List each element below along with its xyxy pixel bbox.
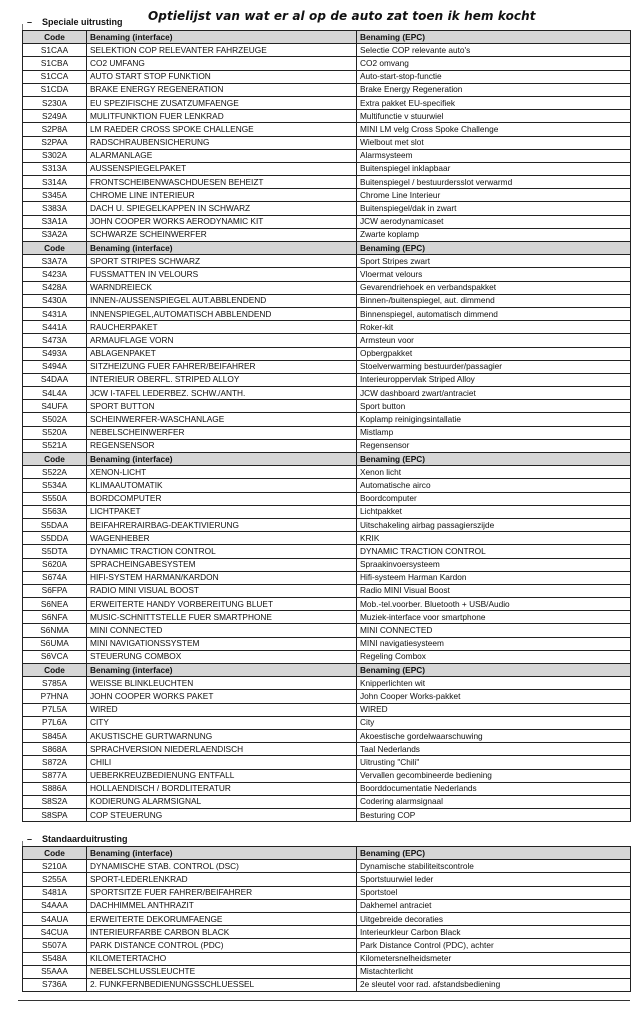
option-code: S210A — [23, 860, 87, 873]
option-code: S1CCA — [23, 70, 87, 83]
option-epc-name: Mob.-tel.voorber. Bluetooth + USB/Audio — [357, 598, 631, 611]
table-row — [23, 176, 631, 189]
option-epc-name: Buitenspiegel / bestuurdersslot verwarmd — [357, 176, 631, 189]
option-epc-name: Dakhemel antraciet — [357, 899, 631, 912]
option-epc-name: Uitrusting "Chili" — [357, 756, 631, 769]
option-code: S1CBA — [23, 57, 87, 70]
table-row — [23, 756, 631, 769]
option-interface-name: CHILI — [87, 756, 357, 769]
option-interface-name: ERWEITERTE DEKORUMFAENGE — [87, 912, 357, 925]
option-interface-name: NEBELSCHEINWERFER — [87, 426, 357, 439]
option-code: S255A — [23, 873, 87, 886]
option-interface-name: SPRACHEINGABESYSTEM — [87, 558, 357, 571]
option-code: S674A — [23, 571, 87, 584]
option-epc-name: Selectie COP relevante auto's — [357, 44, 631, 57]
option-epc-name: Boordcomputer — [357, 492, 631, 505]
table-row — [23, 360, 631, 373]
option-epc-name: Taal Nederlands — [357, 743, 631, 756]
option-epc-name: Akoestische gordelwaarschuwing — [357, 729, 631, 742]
option-epc-name: Knipperlichten wit — [357, 677, 631, 690]
option-code: S548A — [23, 952, 87, 965]
option-interface-name: RAUCHERPAKET — [87, 321, 357, 334]
option-interface-name: INTERIEURFARBE CARBON BLACK — [87, 926, 357, 939]
option-code: S6NFA — [23, 611, 87, 624]
bottom-rule — [18, 1000, 630, 1001]
table-row — [23, 136, 631, 149]
table-row — [23, 123, 631, 136]
option-interface-name: LICHTPAKET — [87, 505, 357, 518]
option-code: S4AAA — [23, 899, 87, 912]
option-epc-name: Boorddocumentatie Nederlands — [357, 782, 631, 795]
table-row — [23, 162, 631, 175]
option-interface-name: COP STEUERUNG — [87, 809, 357, 822]
option-epc-name: Opbergpakket — [357, 347, 631, 360]
option-epc-name: Automatische airco — [357, 479, 631, 492]
option-epc-name: Binnen-/buitenspiegel, aut. dimmend — [357, 294, 631, 307]
option-interface-name: HIFI-SYSTEM HARMAN/KARDON — [87, 571, 357, 584]
option-code: S423A — [23, 268, 87, 281]
header-code: Code — [23, 664, 87, 677]
option-epc-name: CO2 omvang — [357, 57, 631, 70]
option-epc-name: Kilometersnelheidsmeter — [357, 952, 631, 965]
table-row — [23, 598, 631, 611]
table-row — [23, 795, 631, 808]
option-epc-name: Muziek-interface voor smartphone — [357, 611, 631, 624]
table-row — [23, 939, 631, 952]
table-row — [23, 650, 631, 663]
option-epc-name: Binnenspiegel, automatisch dimmend — [357, 307, 631, 320]
option-code: S4CUA — [23, 926, 87, 939]
option-code: P7HNA — [23, 690, 87, 703]
option-interface-name: MUSIC-SCHNITTSTELLE FUER SMARTPHONE — [87, 611, 357, 624]
option-interface-name: SCHWARZE SCHEINWERFER — [87, 228, 357, 241]
option-epc-name: Uitgebreide decoraties — [357, 912, 631, 925]
special-equipment-table — [22, 30, 631, 822]
option-code: S4UFA — [23, 400, 87, 413]
option-interface-name: WAGENHEBER — [87, 532, 357, 545]
table-row — [23, 965, 631, 978]
table-row — [23, 716, 631, 729]
option-interface-name: ABLAGENPAKET — [87, 347, 357, 360]
option-code: S521A — [23, 439, 87, 452]
option-code: S345A — [23, 189, 87, 202]
option-interface-name: SPRACHVERSION NIEDERLAENDISCH — [87, 743, 357, 756]
option-interface-name: WARNDREIECK — [87, 281, 357, 294]
option-interface-name: AUSSENSPIEGELPAKET — [87, 162, 357, 175]
option-code: S877A — [23, 769, 87, 782]
header-code: Code — [23, 242, 87, 255]
header-epc-name: Benaming (EPC) — [357, 847, 631, 860]
table-row — [23, 44, 631, 57]
option-interface-name: INNENSPIEGEL,AUTOMATISCH ABBLENDEND — [87, 307, 357, 320]
option-interface-name: UEBERKREUZBEDIENUNG ENTFALL — [87, 769, 357, 782]
option-interface-name: AKUSTISCHE GURTWARNUNG — [87, 729, 357, 742]
table-header-row — [23, 31, 631, 44]
option-epc-name: 2e sleutel voor rad. afstandsbediening — [357, 978, 631, 991]
option-interface-name: CO2 UMFANG — [87, 57, 357, 70]
option-epc-name: Besturing COP — [357, 809, 631, 822]
option-interface-name: AUTO START STOP FUNKTION — [87, 70, 357, 83]
table-row — [23, 743, 631, 756]
header-epc-name: Benaming (EPC) — [357, 242, 631, 255]
option-interface-name: DACHHIMMEL ANTHRAZIT — [87, 899, 357, 912]
option-interface-name: JCW I-TAFEL LEDERBEZ. SCHW./ANTH. — [87, 387, 357, 400]
option-code: S441A — [23, 321, 87, 334]
table-row — [23, 860, 631, 873]
option-interface-name: KILOMETERTACHO — [87, 952, 357, 965]
option-interface-name: FUSSMATTEN IN VELOURS — [87, 268, 357, 281]
option-epc-name: Stoelverwarming bestuurder/passagier — [357, 360, 631, 373]
option-epc-name: Codering alarmsignaal — [357, 795, 631, 808]
option-code: S868A — [23, 743, 87, 756]
table-row — [23, 677, 631, 690]
option-code: S383A — [23, 202, 87, 215]
option-code: S5DDA — [23, 532, 87, 545]
option-interface-name: 2. FUNKFERNBEDIENUNGSSCHLUESSEL — [87, 978, 357, 991]
option-code: S430A — [23, 294, 87, 307]
option-epc-name: Hifi-systeem Harman Kardon — [357, 571, 631, 584]
option-code: S3A7A — [23, 255, 87, 268]
option-code: S6UMA — [23, 637, 87, 650]
option-interface-name: ARMAUFLAGE VORN — [87, 334, 357, 347]
table-header-row — [23, 242, 631, 255]
option-interface-name: BRAKE ENERGY REGENERATION — [87, 83, 357, 96]
option-epc-name: Interieuroppervlak Striped Alloy — [357, 373, 631, 386]
option-code: S431A — [23, 307, 87, 320]
option-interface-name: EU SPEZIFISCHE ZUSATZUMFAENGE — [87, 96, 357, 109]
option-code: S6VCA — [23, 650, 87, 663]
option-code: S845A — [23, 729, 87, 742]
header-code: Code — [23, 453, 87, 466]
table-header-row — [23, 847, 631, 860]
option-code: S502A — [23, 413, 87, 426]
option-interface-name: MINI CONNECTED — [87, 624, 357, 637]
option-code: S428A — [23, 281, 87, 294]
table-row — [23, 466, 631, 479]
option-code: S8S2A — [23, 795, 87, 808]
option-code: S620A — [23, 558, 87, 571]
option-epc-name: Alarmsysteem — [357, 149, 631, 162]
option-interface-name: SPORT-LEDERLENKRAD — [87, 873, 357, 886]
table-row — [23, 518, 631, 531]
option-epc-name: Sport button — [357, 400, 631, 413]
option-code: S736A — [23, 978, 87, 991]
table-row — [23, 215, 631, 228]
table-row — [23, 202, 631, 215]
option-epc-name: Radio MINI Visual Boost — [357, 584, 631, 597]
option-interface-name: RADSCHRAUBENSICHERUNG — [87, 136, 357, 149]
option-code: S522A — [23, 466, 87, 479]
option-epc-name: Mistlamp — [357, 426, 631, 439]
option-interface-name: DYNAMISCHE STAB. CONTROL (DSC) — [87, 860, 357, 873]
option-code: S872A — [23, 756, 87, 769]
option-interface-name: CHROME LINE INTERIEUR — [87, 189, 357, 202]
table-row — [23, 83, 631, 96]
option-epc-name: Buitenspiegel/dak in zwart — [357, 202, 631, 215]
table-row — [23, 281, 631, 294]
table-row — [23, 479, 631, 492]
option-epc-name: Lichtpakket — [357, 505, 631, 518]
option-interface-name: ERWEITERTE HANDY VORBEREITUNG BLUET — [87, 598, 357, 611]
option-epc-name: Multifunctie v stuurwiel — [357, 110, 631, 123]
option-interface-name: ALARMANLAGE — [87, 149, 357, 162]
standard-equipment-table — [22, 846, 631, 992]
standard-equipment-label — [27, 834, 128, 844]
option-interface-name: BEIFAHRERAIRBAG-DEAKTIVIERUNG — [87, 518, 357, 531]
special-equipment-label-text: Speciale uitrusting — [42, 17, 123, 27]
option-epc-name: Vloermat velours — [357, 268, 631, 281]
option-code: S6NMA — [23, 624, 87, 637]
option-code: S550A — [23, 492, 87, 505]
option-interface-name: XENON-LICHT — [87, 466, 357, 479]
option-code: S249A — [23, 110, 87, 123]
header-interface-name: Benaming (interface) — [87, 664, 357, 677]
option-interface-name: INNEN-/AUSSENSPIEGEL AUT.ABBLENDEND — [87, 294, 357, 307]
option-epc-name: MINI navigatiesysteem — [357, 637, 631, 650]
option-code: S534A — [23, 479, 87, 492]
table-row — [23, 413, 631, 426]
option-code: S520A — [23, 426, 87, 439]
header-epc-name: Benaming (EPC) — [357, 31, 631, 44]
option-interface-name: PARK DISTANCE CONTROL (PDC) — [87, 939, 357, 952]
table-row — [23, 492, 631, 505]
option-epc-name: Armsteun voor — [357, 334, 631, 347]
option-code: S5AAA — [23, 965, 87, 978]
option-interface-name: DYNAMIC TRACTION CONTROL — [87, 545, 357, 558]
option-code: S481A — [23, 886, 87, 899]
option-interface-name: HOLLAENDISCH / BORDLITERATUR — [87, 782, 357, 795]
option-interface-name: SCHEINWERFER-WASCHANLAGE — [87, 413, 357, 426]
option-epc-name: City — [357, 716, 631, 729]
option-interface-name: MULITFUNKTION FUER LENKRAD — [87, 110, 357, 123]
option-interface-name: CITY — [87, 716, 357, 729]
table-row — [23, 703, 631, 716]
option-interface-name: RADIO MINI VISUAL BOOST — [87, 584, 357, 597]
table-row — [23, 532, 631, 545]
option-epc-name: Spraakinvoersysteem — [357, 558, 631, 571]
option-code: S314A — [23, 176, 87, 189]
option-epc-name: Gevarendriehoek en verbandspakket — [357, 281, 631, 294]
option-epc-name: Dynamische stabiliteitscontrole — [357, 860, 631, 873]
option-epc-name: KRIK — [357, 532, 631, 545]
option-interface-name: NEBELSCHLUSSLEUCHTE — [87, 965, 357, 978]
table-row — [23, 769, 631, 782]
option-epc-name: Sportstuurwiel leder — [357, 873, 631, 886]
option-epc-name: John Cooper Works-pakket — [357, 690, 631, 703]
option-interface-name: JOHN COOPER WORKS AERODYNAMIC KIT — [87, 215, 357, 228]
option-epc-name: WIRED — [357, 703, 631, 716]
header-epc-name: Benaming (EPC) — [357, 664, 631, 677]
option-code: P7L6A — [23, 716, 87, 729]
table-row — [23, 334, 631, 347]
table-row — [23, 899, 631, 912]
table-row — [23, 149, 631, 162]
header-interface-name: Benaming (interface) — [87, 453, 357, 466]
header-interface-name: Benaming (interface) — [87, 31, 357, 44]
header-interface-name: Benaming (interface) — [87, 847, 357, 860]
table-row — [23, 952, 631, 965]
option-epc-name: Koplamp reinigingsintallatie — [357, 413, 631, 426]
table-row — [23, 926, 631, 939]
option-interface-name: INTERIEUR OBERFL. STRIPED ALLOY — [87, 373, 357, 386]
option-epc-name: Xenon licht — [357, 466, 631, 479]
table-row — [23, 70, 631, 83]
table-row — [23, 873, 631, 886]
table-row — [23, 373, 631, 386]
table-row — [23, 584, 631, 597]
option-code: S5DAA — [23, 518, 87, 531]
option-interface-name: STEUERUNG COMBOX — [87, 650, 357, 663]
option-code: S493A — [23, 347, 87, 360]
table-row — [23, 255, 631, 268]
table-row — [23, 110, 631, 123]
table-row — [23, 294, 631, 307]
table-row — [23, 347, 631, 360]
table-row — [23, 809, 631, 822]
option-code: S2P8A — [23, 123, 87, 136]
table-row — [23, 505, 631, 518]
option-interface-name: DACH U. SPIEGELKAPPEN IN SCHWARZ — [87, 202, 357, 215]
option-code: S563A — [23, 505, 87, 518]
option-epc-name: Wielbout met slot — [357, 136, 631, 149]
option-epc-name: JCW dashboard zwart/antraciet — [357, 387, 631, 400]
option-interface-name: MINI NAVIGATIONSSYSTEM — [87, 637, 357, 650]
option-code: S5DTA — [23, 545, 87, 558]
option-interface-name: WIRED — [87, 703, 357, 716]
option-code: S1CAA — [23, 44, 87, 57]
table-row — [23, 558, 631, 571]
option-epc-name: Auto-start-stop-functie — [357, 70, 631, 83]
option-interface-name: SPORTSITZE FUER FAHRER/BEIFAHRER — [87, 886, 357, 899]
table-row — [23, 307, 631, 320]
option-interface-name: LM RAEDER CROSS SPOKE CHALLENGE — [87, 123, 357, 136]
table-row — [23, 637, 631, 650]
option-code: S4DAA — [23, 373, 87, 386]
table-row — [23, 782, 631, 795]
table-row — [23, 228, 631, 241]
option-epc-name: Sport Stripes zwart — [357, 255, 631, 268]
option-code: S507A — [23, 939, 87, 952]
table-row — [23, 912, 631, 925]
option-code: S230A — [23, 96, 87, 109]
option-code: S785A — [23, 677, 87, 690]
table-row — [23, 57, 631, 70]
table-row — [23, 387, 631, 400]
option-interface-name: JOHN COOPER WORKS PAKET — [87, 690, 357, 703]
table-header-row — [23, 664, 631, 677]
option-code: S4L4A — [23, 387, 87, 400]
option-epc-name: Regeling Combox — [357, 650, 631, 663]
option-code: S3A2A — [23, 228, 87, 241]
option-epc-name: DYNAMIC TRACTION CONTROL — [357, 545, 631, 558]
special-equipment-label — [27, 17, 123, 27]
option-epc-name: Mistachterlicht — [357, 965, 631, 978]
header-epc-name: Benaming (EPC) — [357, 453, 631, 466]
option-code: S3A1A — [23, 215, 87, 228]
table-row — [23, 189, 631, 202]
option-code: S4AUA — [23, 912, 87, 925]
header-interface-name: Benaming (interface) — [87, 242, 357, 255]
option-code: S313A — [23, 162, 87, 175]
option-interface-name: SPORT BUTTON — [87, 400, 357, 413]
page-title: Optielijst van wat er al op de auto zat toen ik hem kocht — [148, 9, 536, 23]
option-epc-name: Buitenspiegel inklapbaar — [357, 162, 631, 175]
section-dash: – — [27, 17, 33, 27]
option-code: S8SPA — [23, 809, 87, 822]
option-epc-name: Sportstoel — [357, 886, 631, 899]
option-interface-name: KLIMAAUTOMATIK — [87, 479, 357, 492]
option-epc-name: Brake Energy Regeneration — [357, 83, 631, 96]
option-interface-name: FRONTSCHEIBENWASCHDUESEN BEHEIZT — [87, 176, 357, 189]
option-code: S6NEA — [23, 598, 87, 611]
table-row — [23, 96, 631, 109]
option-code: S302A — [23, 149, 87, 162]
option-code: S1CDA — [23, 83, 87, 96]
option-epc-name: JCW aerodynamicaset — [357, 215, 631, 228]
table-row — [23, 729, 631, 742]
option-code: P7L5A — [23, 703, 87, 716]
table-row — [23, 886, 631, 899]
option-interface-name: BORDCOMPUTER — [87, 492, 357, 505]
option-epc-name: Extra pakket EU-specifiek — [357, 96, 631, 109]
section-dash: – — [27, 834, 33, 844]
table-row — [23, 321, 631, 334]
option-epc-name: MINI LM velg Cross Spoke Challenge — [357, 123, 631, 136]
option-epc-name: Zwarte koplamp — [357, 228, 631, 241]
option-epc-name: Uitschakeling airbag passagierszijde — [357, 518, 631, 531]
option-interface-name: WEISSE BLINKLEUCHTEN — [87, 677, 357, 690]
option-code: S473A — [23, 334, 87, 347]
table-row — [23, 978, 631, 991]
option-interface-name: SELEKTION COP RELEVANTER FAHRZEUGE — [87, 44, 357, 57]
option-code: S2PAA — [23, 136, 87, 149]
option-code: S494A — [23, 360, 87, 373]
option-epc-name: MINI CONNECTED — [357, 624, 631, 637]
table-row — [23, 400, 631, 413]
table-row — [23, 624, 631, 637]
option-epc-name: Chrome Line Interieur — [357, 189, 631, 202]
table-row — [23, 571, 631, 584]
table-row — [23, 611, 631, 624]
option-code: S6FPA — [23, 584, 87, 597]
option-epc-name: Roker-kit — [357, 321, 631, 334]
option-epc-name: Park Distance Control (PDC), achter — [357, 939, 631, 952]
header-code: Code — [23, 31, 87, 44]
option-interface-name: KODIERUNG ALARMSIGNAL — [87, 795, 357, 808]
option-epc-name: Interieurkleur Carbon Black — [357, 926, 631, 939]
option-epc-name: Regensensor — [357, 439, 631, 452]
header-code: Code — [23, 847, 87, 860]
option-interface-name: SPORT STRIPES SCHWARZ — [87, 255, 357, 268]
option-epc-name: Vervallen gecombineerde bediening — [357, 769, 631, 782]
table-row — [23, 439, 631, 452]
option-interface-name: REGENSENSOR — [87, 439, 357, 452]
table-row — [23, 690, 631, 703]
standard-equipment-label-text: Standaarduitrusting — [42, 834, 128, 844]
table-header-row — [23, 453, 631, 466]
table-row — [23, 268, 631, 281]
option-code: S886A — [23, 782, 87, 795]
table-row — [23, 545, 631, 558]
table-row — [23, 426, 631, 439]
option-interface-name: SITZHEIZUNG FUER FAHRER/BEIFAHRER — [87, 360, 357, 373]
